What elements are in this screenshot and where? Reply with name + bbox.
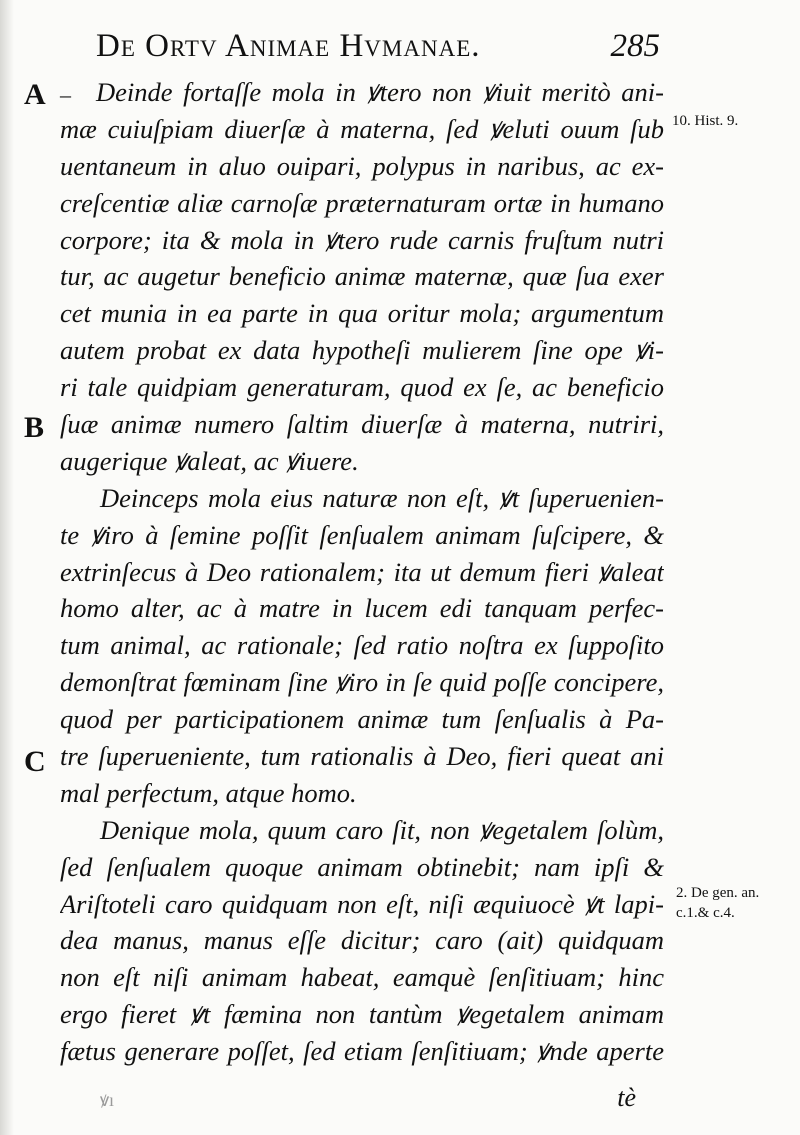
text-line: tum animal, ac rationale; ſed ratio noſtra ex ſuppoſito (60, 630, 664, 661)
text-line: quod per participationem animæ tum ſenſualis à Pa- (60, 704, 664, 735)
running-head (96, 28, 660, 68)
text-line: cet munia in ea parte in qua oritur mola; argumentum (60, 298, 664, 329)
text-line: non eſt niſi animam habeat, eamquè ſenſitiuam; hinc (60, 962, 664, 993)
page-number: 285 (610, 28, 660, 64)
side-note-de-gen-line1: 2. De gen. an. (676, 885, 760, 901)
side-note-de-gen-line2: c.1.& c.4. (676, 905, 735, 921)
text-line: Ariſtoteli caro quidquam non eſt, niſi æquiuocè ꝟt lapi- (60, 888, 664, 919)
text-line: ſed ſenſualem quoque animam obtinebit; nam ipſi & (60, 851, 664, 882)
text-line: creſcentiæ aliæ carnoſæ præternaturam ortæ in humano (60, 187, 664, 218)
text-line: autem probat ex data hypotheſi mulierem ſine ope ꝟi- (60, 335, 664, 366)
text-line: tre ſuperueniente, tum rationalis à Deo, fieri queat ani (60, 741, 664, 772)
catchword: tè (617, 1083, 636, 1112)
text-line: Denique mola, quum caro ſit, non ꝟegetalem ſolùm, (100, 814, 664, 845)
scan-edge-shadow (0, 0, 14, 1135)
margin-letter-a: A (24, 78, 46, 111)
text-line: ſuæ animæ numero ſaltim diuerſæ à materna, nutriri, (60, 409, 664, 440)
text-line: mal perfectum, atque homo. (60, 777, 357, 808)
running-head-title: De Ortv Animae Hvmanae. (96, 28, 481, 64)
text-line: extrinſecus à Deo rationalem; ita ut demum fieri ꝟaleat (60, 556, 664, 587)
text-line: Deinceps mola eius naturæ non eſt, ꝟt ſuperuenien- (100, 482, 664, 513)
text-line: dea manus, manus eſſe dicitur; caro (ait) quidquam (60, 925, 664, 956)
text-line: demonſtrat fœminam ſine ꝟiro in ſe quid poſſe concipere, (60, 667, 664, 698)
text-line: te ꝟiro à ſemine poſſit ſenſualem animam ſuſcipere, & (60, 519, 664, 550)
body-text (60, 74, 664, 1070)
text-line: homo alter, ac à matre in lucem edi tanquam perfec- (60, 593, 664, 624)
margin-letter-c: C (24, 745, 46, 778)
text-line: ri tale quidpiam generaturam, quod ex ſe, ac beneficio (60, 372, 664, 403)
text-line: mæ cuiuſpiam diuerſæ à materna, ſed ꝟeluti ouum ſub (60, 113, 664, 144)
margin-letter-b: B (24, 411, 45, 444)
text-line: Deinde fortaſſe mola in ꝟtero non ꝟiuit meritò ani- (96, 77, 664, 107)
text-line: corpore; ita & mola in ꝟtero rude carnis fruſtum nutri (60, 224, 664, 255)
text-line: ergo fieret ꝟt fæmina non tantùm ꝟegetalem animam (60, 999, 664, 1030)
text-line: augerique ꝟaleat, ac ꝟiuere. (60, 445, 359, 476)
margin-dash: – (60, 82, 71, 107)
side-note-hist: 10. Hist. 9. (672, 113, 739, 129)
text-line: fætus generare poſſet, ſed etiam ſenſitiuam; ꝟnde aperte (60, 1036, 664, 1067)
text-line: uentaneum in aluo ouipari, polypus in naribus, ac ex- (60, 150, 664, 181)
bottom-mark: ꝟı (100, 1090, 115, 1110)
text-line: tur, ac augetur beneficio animæ maternæ, quæ ſua exer (60, 261, 664, 292)
